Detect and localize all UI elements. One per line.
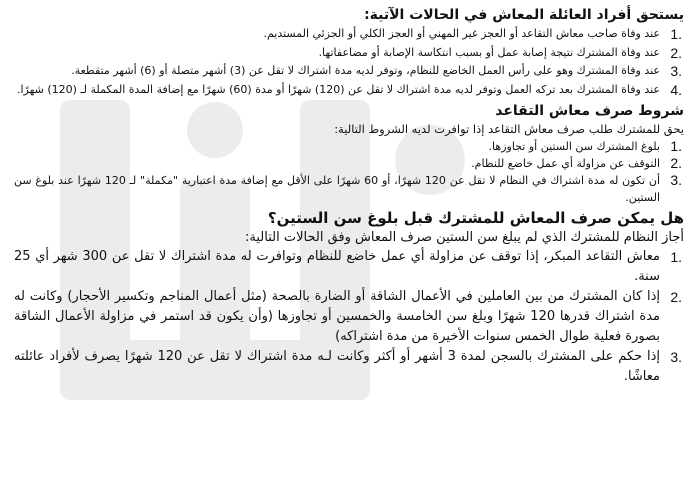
- survivors-pension-section: [14, 5, 690, 99]
- early-pension-section: [14, 208, 690, 387]
- item-number: 3.: [670, 172, 682, 188]
- list-item: [14, 347, 690, 387]
- item-text: إذا حكم على المشترك بالسجن لمدة 3 أشهر أو أكثر وكانت لـه مدة اشتراك لا تقل عن 120 شهرًا يصرف لأفراد عائلته معاشًا.: [14, 349, 660, 384]
- item-text: إذا كان المشترك من بين العاملين في الأعمال الشاقة أو الضارة بالصحة (مثل أعمال المناجم وتكسير الأحجار) وكانت له مدة اشتراك قدرها 120 شهرًا وبلغ سن الخامسة والخمسين أو تجاوزها (وأن يكون قد استمر في مزاولة الأعمال الشاقة بصورة فعلية طوال الخمس سنوات الأخيرة من مدة اشتراكه): [14, 289, 661, 344]
- section-heading: هل يمكن صرف المعاش للمشترك قبل بلوغ سن الستين؟: [267, 209, 684, 227]
- item-number: 4.: [670, 81, 682, 98]
- section-intro: أجاز النظام للمشترك الذي لم يبلغ سن الستين صرف المعاش وفق الحالات التالية:: [245, 230, 684, 245]
- list-item: [14, 25, 690, 44]
- item-text: عند وفاة المشترك بعد تركه العمل وتوفر لديه مدة اشتراك لا تقل عن (120) شهرًا أو مدة (60) شهرًا مع إضافة المدة المكملة لـ (120) شهرًا.: [16, 82, 660, 96]
- retirement-conditions-section: [14, 101, 690, 206]
- item-text: عند وفاة المشترك نتيجة إصابة عمل أو بسبب انتكاسة الإصابة أو مضاعفاتها.: [318, 45, 660, 59]
- section-heading: يستحق أفراد العائلة المعاش في الحالات الآتية:: [364, 7, 684, 23]
- list-item: [14, 138, 690, 155]
- list-item: [14, 44, 690, 63]
- item-number: 2.: [670, 289, 682, 305]
- list-item: [14, 62, 690, 81]
- item-number: 1.: [670, 138, 682, 154]
- list-item: [14, 247, 690, 287]
- list-item: [14, 287, 690, 347]
- list-item: [14, 81, 690, 100]
- item-text: أن تكون له مدة اشتراك في النظام لا تقل عن 120 شهرًا، أو 60 شهرًا على الأقل مع إضافة مدة اعتبارية "مكملة" لـ 120 شهرًا عند بلوغ سن الستين.: [14, 174, 660, 204]
- item-text: عند وفاة المشترك وهو على رأس العمل الخاضع للنظام، وتوفر لديه مدة اشتراك لا تقل عن (3) أشهر متصلة أو (6) أشهر متقطعة.: [71, 64, 660, 77]
- conditions-list: [14, 138, 690, 206]
- item-text: بلوغ المشترك سن الستين أو تجاوزها.: [488, 140, 660, 153]
- item-text: معاش التقاعد المبكر، إذا توقف عن مزاولة أي عمل خاضع للنظام وتوافرت له مدة اشتراك لا تقل عن 300 شهر أي 25 سنة.: [14, 249, 660, 284]
- item-number: 1.: [670, 26, 682, 42]
- section-heading: شروط صرف معاش التقاعد: [495, 103, 684, 119]
- conditions-list: [14, 25, 690, 99]
- list-item: [14, 155, 690, 172]
- item-number: 2.: [670, 155, 682, 171]
- item-text: التوقف عن مزاولة أي عمل خاضع للنظام.: [471, 157, 660, 170]
- section-intro: يحق للمشترك طلب صرف معاش التقاعد إذا توافرت لديه الشروط التالية:: [334, 122, 684, 136]
- conditions-list: [14, 247, 690, 387]
- list-item: [14, 172, 690, 206]
- item-number: 3.: [670, 349, 682, 365]
- item-text: عند وفاة صاحب معاش التقاعد أو العجز غير المهني أو العجز الكلي أو الجزئي المستديم.: [263, 27, 660, 40]
- item-number: 2.: [670, 44, 682, 61]
- item-number: 3.: [670, 63, 682, 79]
- item-number: 1.: [670, 249, 682, 265]
